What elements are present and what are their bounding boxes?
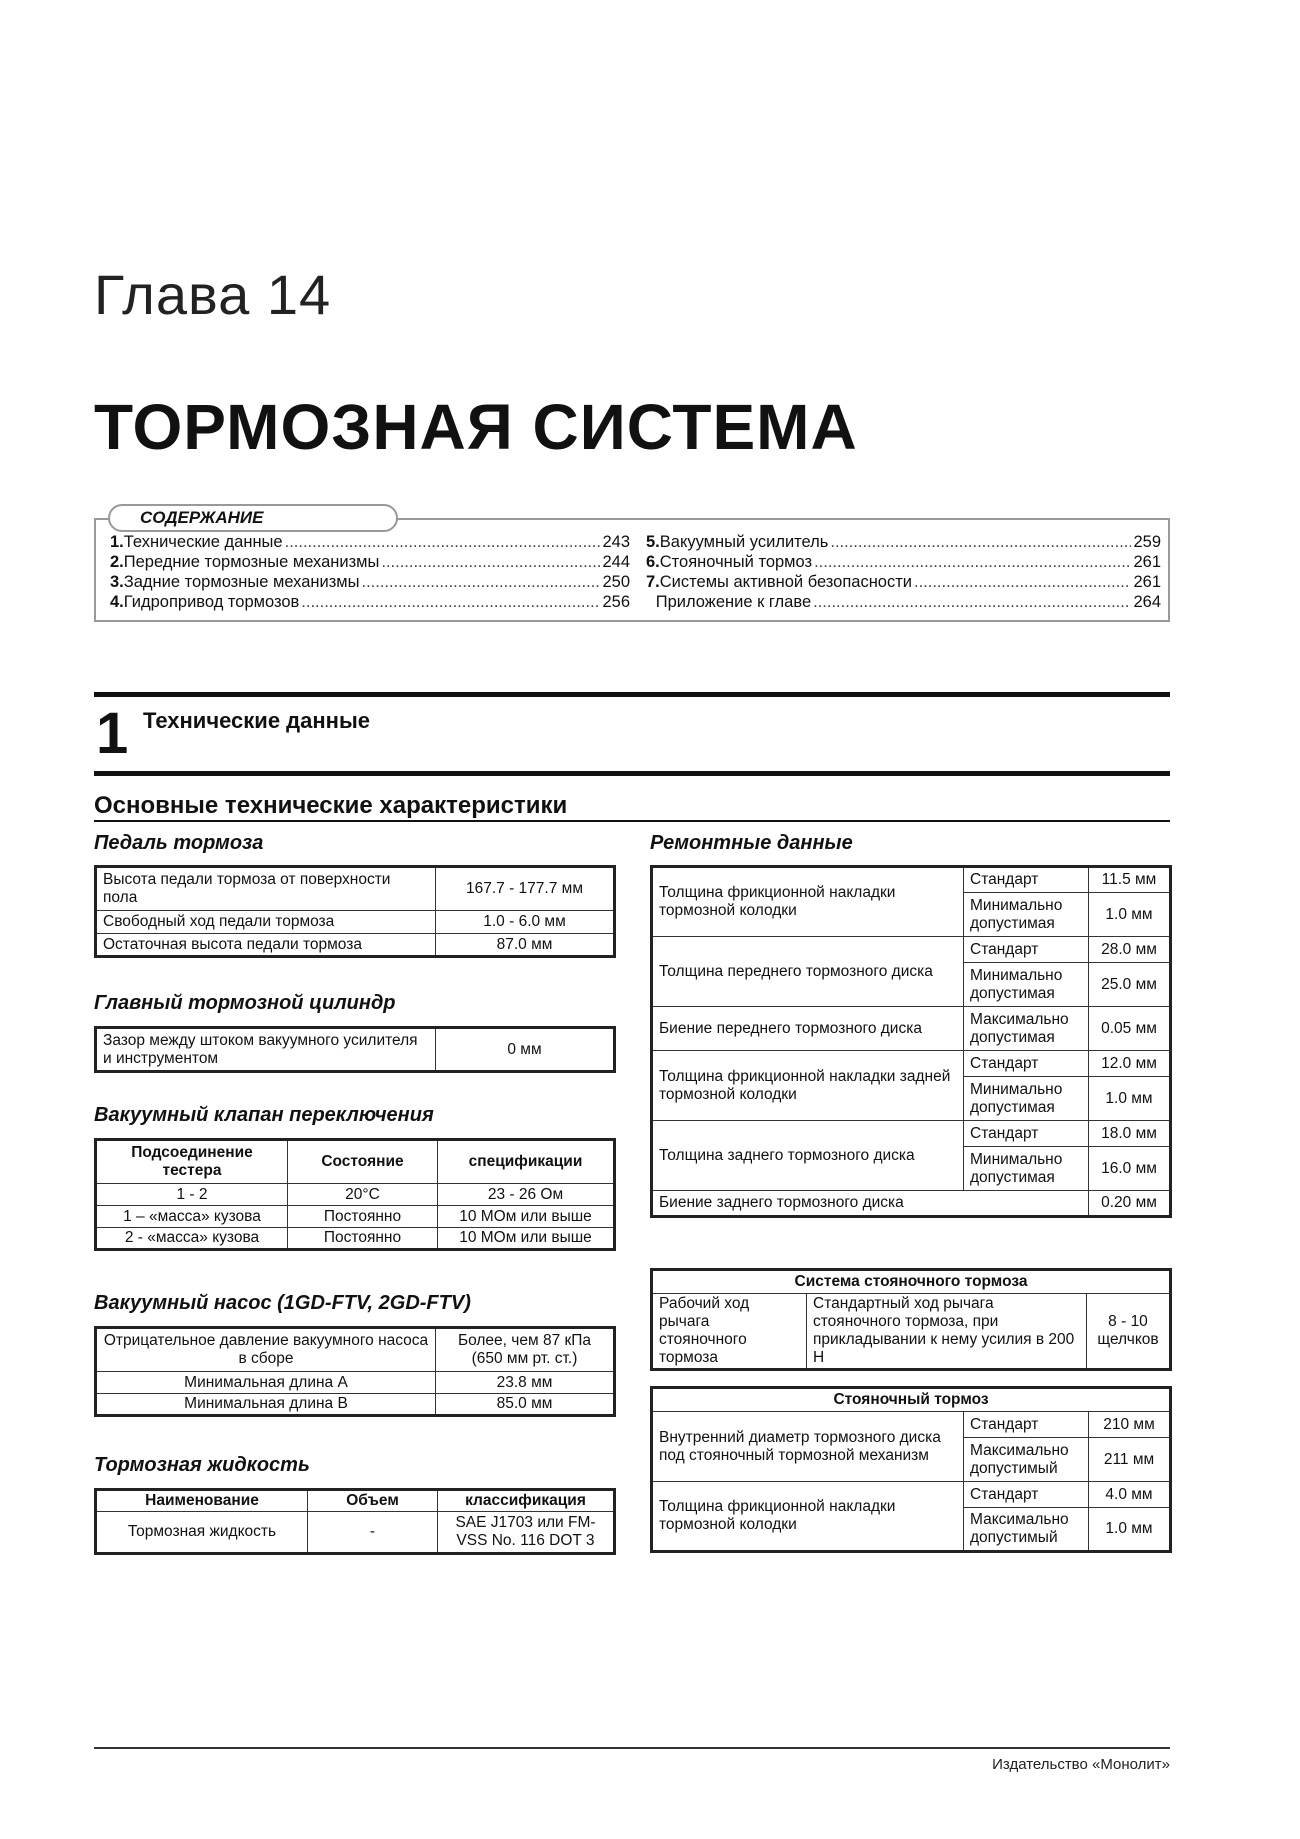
table-cell: 8 - 10 щелчков (1087, 1294, 1171, 1370)
toc-item[interactable] (110, 552, 630, 572)
table-header: Состояние (288, 1140, 438, 1184)
table-header: Система стояночного тормоза (652, 1270, 1171, 1294)
table-header: Наименование (96, 1490, 308, 1512)
chapter-label: Глава 14 (94, 263, 332, 326)
table-cell: 1 - 2 (96, 1184, 288, 1206)
toc-label: Стояночный тормоз (659, 553, 813, 571)
table-cell: 85.0 мм (436, 1394, 615, 1416)
table-cell: Постоянно (288, 1206, 438, 1228)
toc-leader (381, 552, 600, 572)
toc-item[interactable] (646, 552, 1161, 572)
toc-num: 5. (646, 533, 660, 551)
table-cell: 1.0 мм (1089, 1077, 1171, 1121)
table-cell: Толщина фрикционной накладки тормозной колодки (652, 1482, 964, 1552)
table-cell: 10 МОм или выше (438, 1206, 615, 1228)
table-header: спецификации (438, 1140, 615, 1184)
fluid-heading: Тормозная жидкость (94, 1454, 310, 1476)
table-cell: - (308, 1512, 438, 1554)
pedal-table (94, 865, 616, 958)
table-cell: Минимальная длина A (96, 1372, 436, 1394)
table-cell: SAE J1703 или FM-VSS No. 116 DOT 3 (438, 1512, 615, 1554)
table-cell: 167.7 - 177.7 мм (436, 867, 615, 911)
page-title: ТОРМОЗНАЯ СИСТЕМА (94, 391, 858, 463)
valve-heading: Вакуумный клапан переключения (94, 1104, 434, 1126)
toc-item[interactable] (646, 592, 1161, 612)
table-cell: Толщина фрикционной накладки задней тормозной колодки (652, 1051, 964, 1121)
toc-leader (361, 572, 600, 592)
master-heading: Главный тормозной цилиндр (94, 992, 396, 1014)
table-cell: 2 - «масса» кузова (96, 1228, 288, 1250)
subheading-rule (94, 820, 1170, 822)
table-cell: 23 - 26 Ом (438, 1184, 615, 1206)
table-cell: Минимально допустимая (964, 1077, 1089, 1121)
table-cell: Минимально допустимая (964, 1147, 1089, 1191)
table-cell: 87.0 мм (436, 934, 615, 957)
table-cell: 25.0 мм (1089, 963, 1171, 1007)
toc-label: Задние тормозные механизмы (123, 573, 360, 591)
table-cell: Постоянно (288, 1228, 438, 1250)
table-cell: 210 мм (1089, 1412, 1171, 1438)
subheading: Основные технические характеристики (94, 792, 568, 819)
toc-page: 259 (1133, 533, 1161, 551)
toc-page: 261 (1133, 553, 1161, 571)
toc-num: 3. (110, 573, 124, 591)
table-cell: 0 мм (436, 1028, 615, 1072)
table-header: классификация (438, 1490, 615, 1512)
valve-table (94, 1138, 616, 1251)
section-rule-bottom (94, 771, 1170, 776)
table-cell: Биение заднего тормозного диска (652, 1191, 1089, 1217)
toc-page: 256 (602, 593, 630, 611)
table-cell: Максимально допустимый (964, 1508, 1089, 1552)
toc-num: 4. (110, 593, 124, 611)
toc-right-column (646, 532, 1161, 612)
table-cell: Более, чем 87 кПа (650 мм рт. ст.) (436, 1328, 615, 1372)
table-cell: Стандарт (964, 1482, 1089, 1508)
master-table (94, 1026, 616, 1073)
table-cell: 211 мм (1089, 1438, 1171, 1482)
toc-page: 250 (602, 573, 630, 591)
toc-num: 1. (110, 533, 124, 551)
toc-item[interactable] (110, 592, 630, 612)
table-cell: 16.0 мм (1089, 1147, 1171, 1191)
toc-leader (813, 592, 1131, 612)
table-cell: Минимальная длина B (96, 1394, 436, 1416)
table-header: Объем (308, 1490, 438, 1512)
toc-item[interactable] (110, 532, 630, 552)
toc-label: Системы активной безопасности (659, 573, 913, 591)
parking-table (650, 1386, 1172, 1553)
table-cell: 1.0 - 6.0 мм (436, 911, 615, 934)
toc-label: Вакуумный усилитель (659, 533, 829, 551)
table-cell: Максимально допустимая (964, 1007, 1089, 1051)
table-cell: Зазор между штоком вакуумного усилителя и инструментом (96, 1028, 436, 1072)
publisher-footer: Издательство «Монолит» (992, 1756, 1170, 1773)
table-cell: 4.0 мм (1089, 1482, 1171, 1508)
toc-heading: СОДЕРЖАНИЕ (108, 504, 398, 532)
toc-label: Гидропривод тормозов (123, 593, 300, 611)
section-title: Технические данные (143, 708, 370, 733)
table-cell: Тормозная жидкость (96, 1512, 308, 1554)
table-cell: Стандарт (964, 1412, 1089, 1438)
table-cell: Отрицательное давление вакуумного насоса в сборе (96, 1328, 436, 1372)
table-cell: 12.0 мм (1089, 1051, 1171, 1077)
table-cell: 0.20 мм (1089, 1191, 1171, 1217)
table-cell: Стандартный ход рычага стояночного тормоза, при прикладывании к нему усилия в 200 Н (807, 1294, 1087, 1370)
toc-item[interactable] (646, 572, 1161, 592)
pedal-heading: Педаль тормоза (94, 832, 264, 854)
toc-page: 264 (1133, 593, 1161, 611)
table-cell: Стандарт (964, 1051, 1089, 1077)
toc-item[interactable] (646, 532, 1161, 552)
section-rule-top (94, 692, 1170, 697)
table-cell: Стандарт (964, 1121, 1089, 1147)
table-cell: Стандарт (964, 867, 1089, 893)
toc-leader (814, 552, 1131, 572)
table-cell: 18.0 мм (1089, 1121, 1171, 1147)
table-cell: 1.0 мм (1089, 893, 1171, 937)
table-cell: Свободный ход педали тормоза (96, 911, 436, 934)
toc-label: Приложение к главе (655, 593, 812, 611)
toc-page: 244 (602, 553, 630, 571)
toc-num: 2. (110, 553, 124, 571)
table-cell: 20°C (288, 1184, 438, 1206)
toc-label: Технические данные (123, 533, 283, 551)
fluid-table (94, 1488, 616, 1555)
toc-label: Передние тормозные механизмы (123, 553, 380, 571)
table-cell: Толщина переднего тормозного диска (652, 937, 964, 1007)
table-cell: Биение переднего тормозного диска (652, 1007, 964, 1051)
toc-num: 6. (646, 553, 660, 571)
toc-item[interactable] (110, 572, 630, 592)
table-cell: Внутренний диаметр тормозного диска под стояночный тормозной механизм (652, 1412, 964, 1482)
pump-heading: Вакуумный насос (1GD-FTV, 2GD-FTV) (94, 1292, 471, 1314)
table-cell: Минимально допустимая (964, 893, 1089, 937)
parking-system-table (650, 1268, 1172, 1371)
table-cell: Минимально допустимая (964, 963, 1089, 1007)
table-cell: Толщина заднего тормозного диска (652, 1121, 964, 1191)
pump-table (94, 1326, 616, 1417)
table-of-contents (94, 508, 1170, 622)
table-cell: 28.0 мм (1089, 937, 1171, 963)
toc-leader (285, 532, 601, 552)
table-cell: 1.0 мм (1089, 1508, 1171, 1552)
repair-table (650, 865, 1172, 1218)
table-cell: Максимально допустимый (964, 1438, 1089, 1482)
repair-heading: Ремонтные данные (650, 832, 853, 854)
toc-leader (914, 572, 1131, 592)
table-cell: Рабочий ход рычага стояночного тормоза (652, 1294, 807, 1370)
table-cell: Остаточная высота педали тормоза (96, 934, 436, 957)
toc-num: 7. (646, 573, 660, 591)
toc-page: 261 (1133, 573, 1161, 591)
toc-page: 243 (602, 533, 630, 551)
toc-left-column (110, 532, 630, 612)
table-cell: Стандарт (964, 937, 1089, 963)
toc-leader (301, 592, 600, 612)
section-number: 1 (96, 701, 129, 766)
table-header: Стояночный тормоз (652, 1388, 1171, 1412)
table-cell: Высота педали тормоза от поверхности пола (96, 867, 436, 911)
table-cell: 1 – «масса» кузова (96, 1206, 288, 1228)
table-cell: 0.05 мм (1089, 1007, 1171, 1051)
table-cell: 23.8 мм (436, 1372, 615, 1394)
table-cell: 10 МОм или выше (438, 1228, 615, 1250)
table-header: Подсоединение тестера (96, 1140, 288, 1184)
table-cell: Толщина фрикционной накладки тормозной колодки (652, 867, 964, 937)
toc-leader (830, 532, 1131, 552)
table-cell: 11.5 мм (1089, 867, 1171, 893)
footer-rule (94, 1747, 1170, 1749)
